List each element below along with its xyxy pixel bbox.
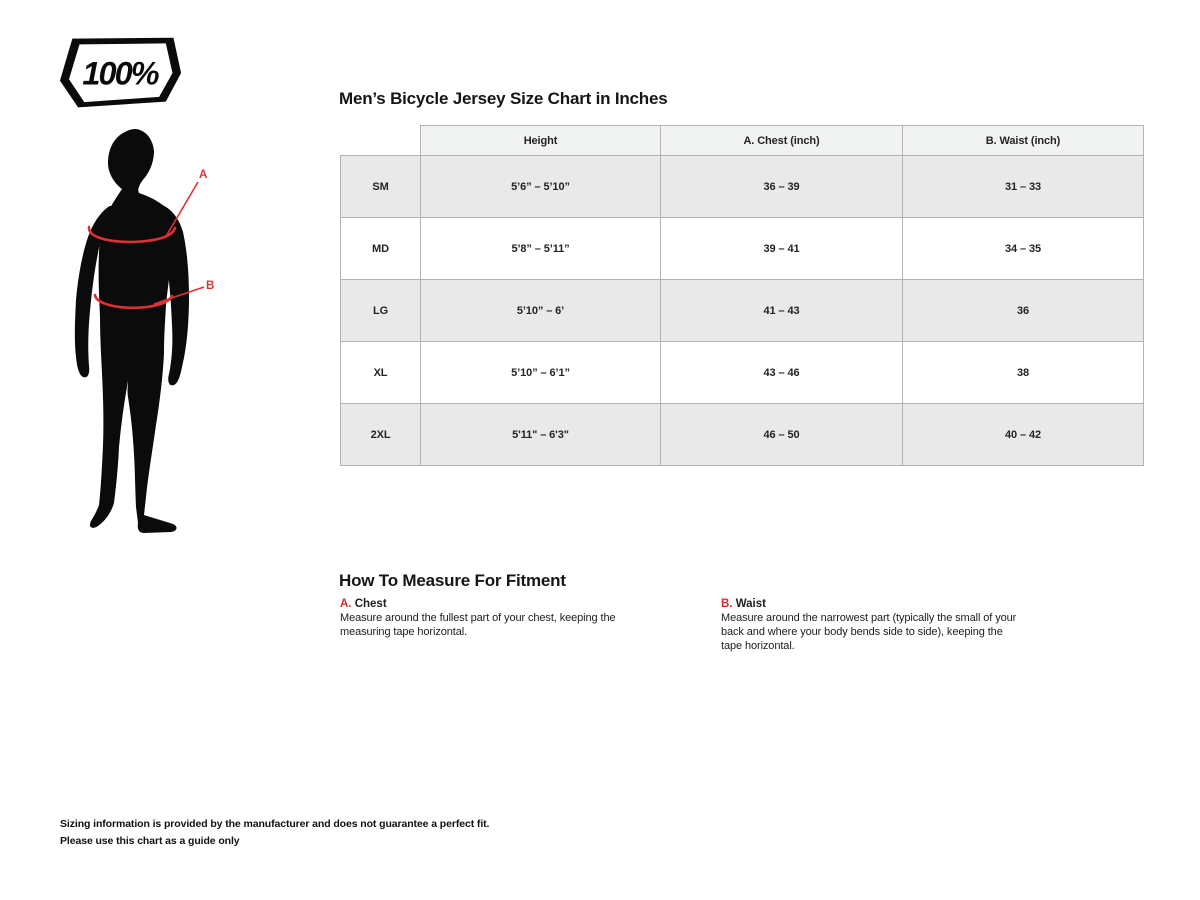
disclaimer-line-1: Sizing information is provided by the manufacturer and does not guarantee a perfect fit. xyxy=(60,818,490,830)
measure-letter-a: A. xyxy=(340,598,352,610)
waist-value: 40 – 42 xyxy=(903,404,1144,466)
chest-value: 41 – 43 xyxy=(661,280,903,342)
size-label: SM xyxy=(341,156,421,218)
chest-value: 36 – 39 xyxy=(661,156,903,218)
table-row xyxy=(341,156,1144,218)
chest-value: 39 – 41 xyxy=(661,218,903,280)
measure-letter-b: B. xyxy=(721,598,733,610)
page-title: Men’s Bicycle Jersey Size Chart in Inches xyxy=(339,89,668,108)
size-label: MD xyxy=(341,218,421,280)
measure-label-chest xyxy=(340,598,642,610)
table-header-row xyxy=(341,126,1144,156)
height-value: 5’8” – 5’11” xyxy=(421,218,661,280)
chest-label-a: A xyxy=(199,169,208,181)
table-row xyxy=(341,280,1144,342)
table-corner-cell xyxy=(341,126,421,156)
chest-value: 43 – 46 xyxy=(661,342,903,404)
height-value: 5'11" – 6'3" xyxy=(421,404,661,466)
waist-label-b: B xyxy=(206,280,215,292)
waist-value: 31 – 33 xyxy=(903,156,1144,218)
waist-value: 38 xyxy=(903,342,1144,404)
brand-logo xyxy=(59,36,183,110)
table-row xyxy=(341,218,1144,280)
disclaimer xyxy=(60,818,489,852)
measure-text-chest: Measure around the fullest part of your chest, keeping the measuring tape horizontal. xyxy=(340,612,616,638)
measure-name-waist: Waist xyxy=(735,598,766,610)
column-header-height: Height xyxy=(421,126,661,156)
height-value: 5’10” – 6’1” xyxy=(421,342,661,404)
height-value: 5’10” – 6’ xyxy=(421,280,661,342)
column-header-chest: A. Chest (inch) xyxy=(661,126,903,156)
body-measurement-figure xyxy=(62,122,222,548)
size-label: 2XL xyxy=(341,404,421,466)
size-table xyxy=(340,125,1144,466)
how-to-measure-title: How To Measure For Fitment xyxy=(339,571,566,590)
height-value: 5’6” – 5’10” xyxy=(421,156,661,218)
body-silhouette xyxy=(90,129,177,533)
size-label: LG xyxy=(341,280,421,342)
measure-instruction-chest xyxy=(340,598,642,639)
measure-text-waist: Measure around the narrowest part (typically the small of your back and where your body bends side to side), keeping the tape horizontal. xyxy=(721,612,1017,652)
waist-value: 36 xyxy=(903,280,1144,342)
column-header-waist: B. Waist (inch) xyxy=(903,126,1144,156)
logo-text: 100% xyxy=(82,55,158,92)
disclaimer-line-2: Please use this chart as a guide only xyxy=(60,835,240,847)
measure-name-chest: Chest xyxy=(354,598,387,610)
measure-label-waist xyxy=(721,598,1023,610)
measure-instruction-waist xyxy=(721,598,1023,653)
table-row xyxy=(341,404,1144,466)
chest-value: 46 – 50 xyxy=(661,404,903,466)
table-row xyxy=(341,342,1144,404)
size-label: XL xyxy=(341,342,421,404)
waist-value: 34 – 35 xyxy=(903,218,1144,280)
